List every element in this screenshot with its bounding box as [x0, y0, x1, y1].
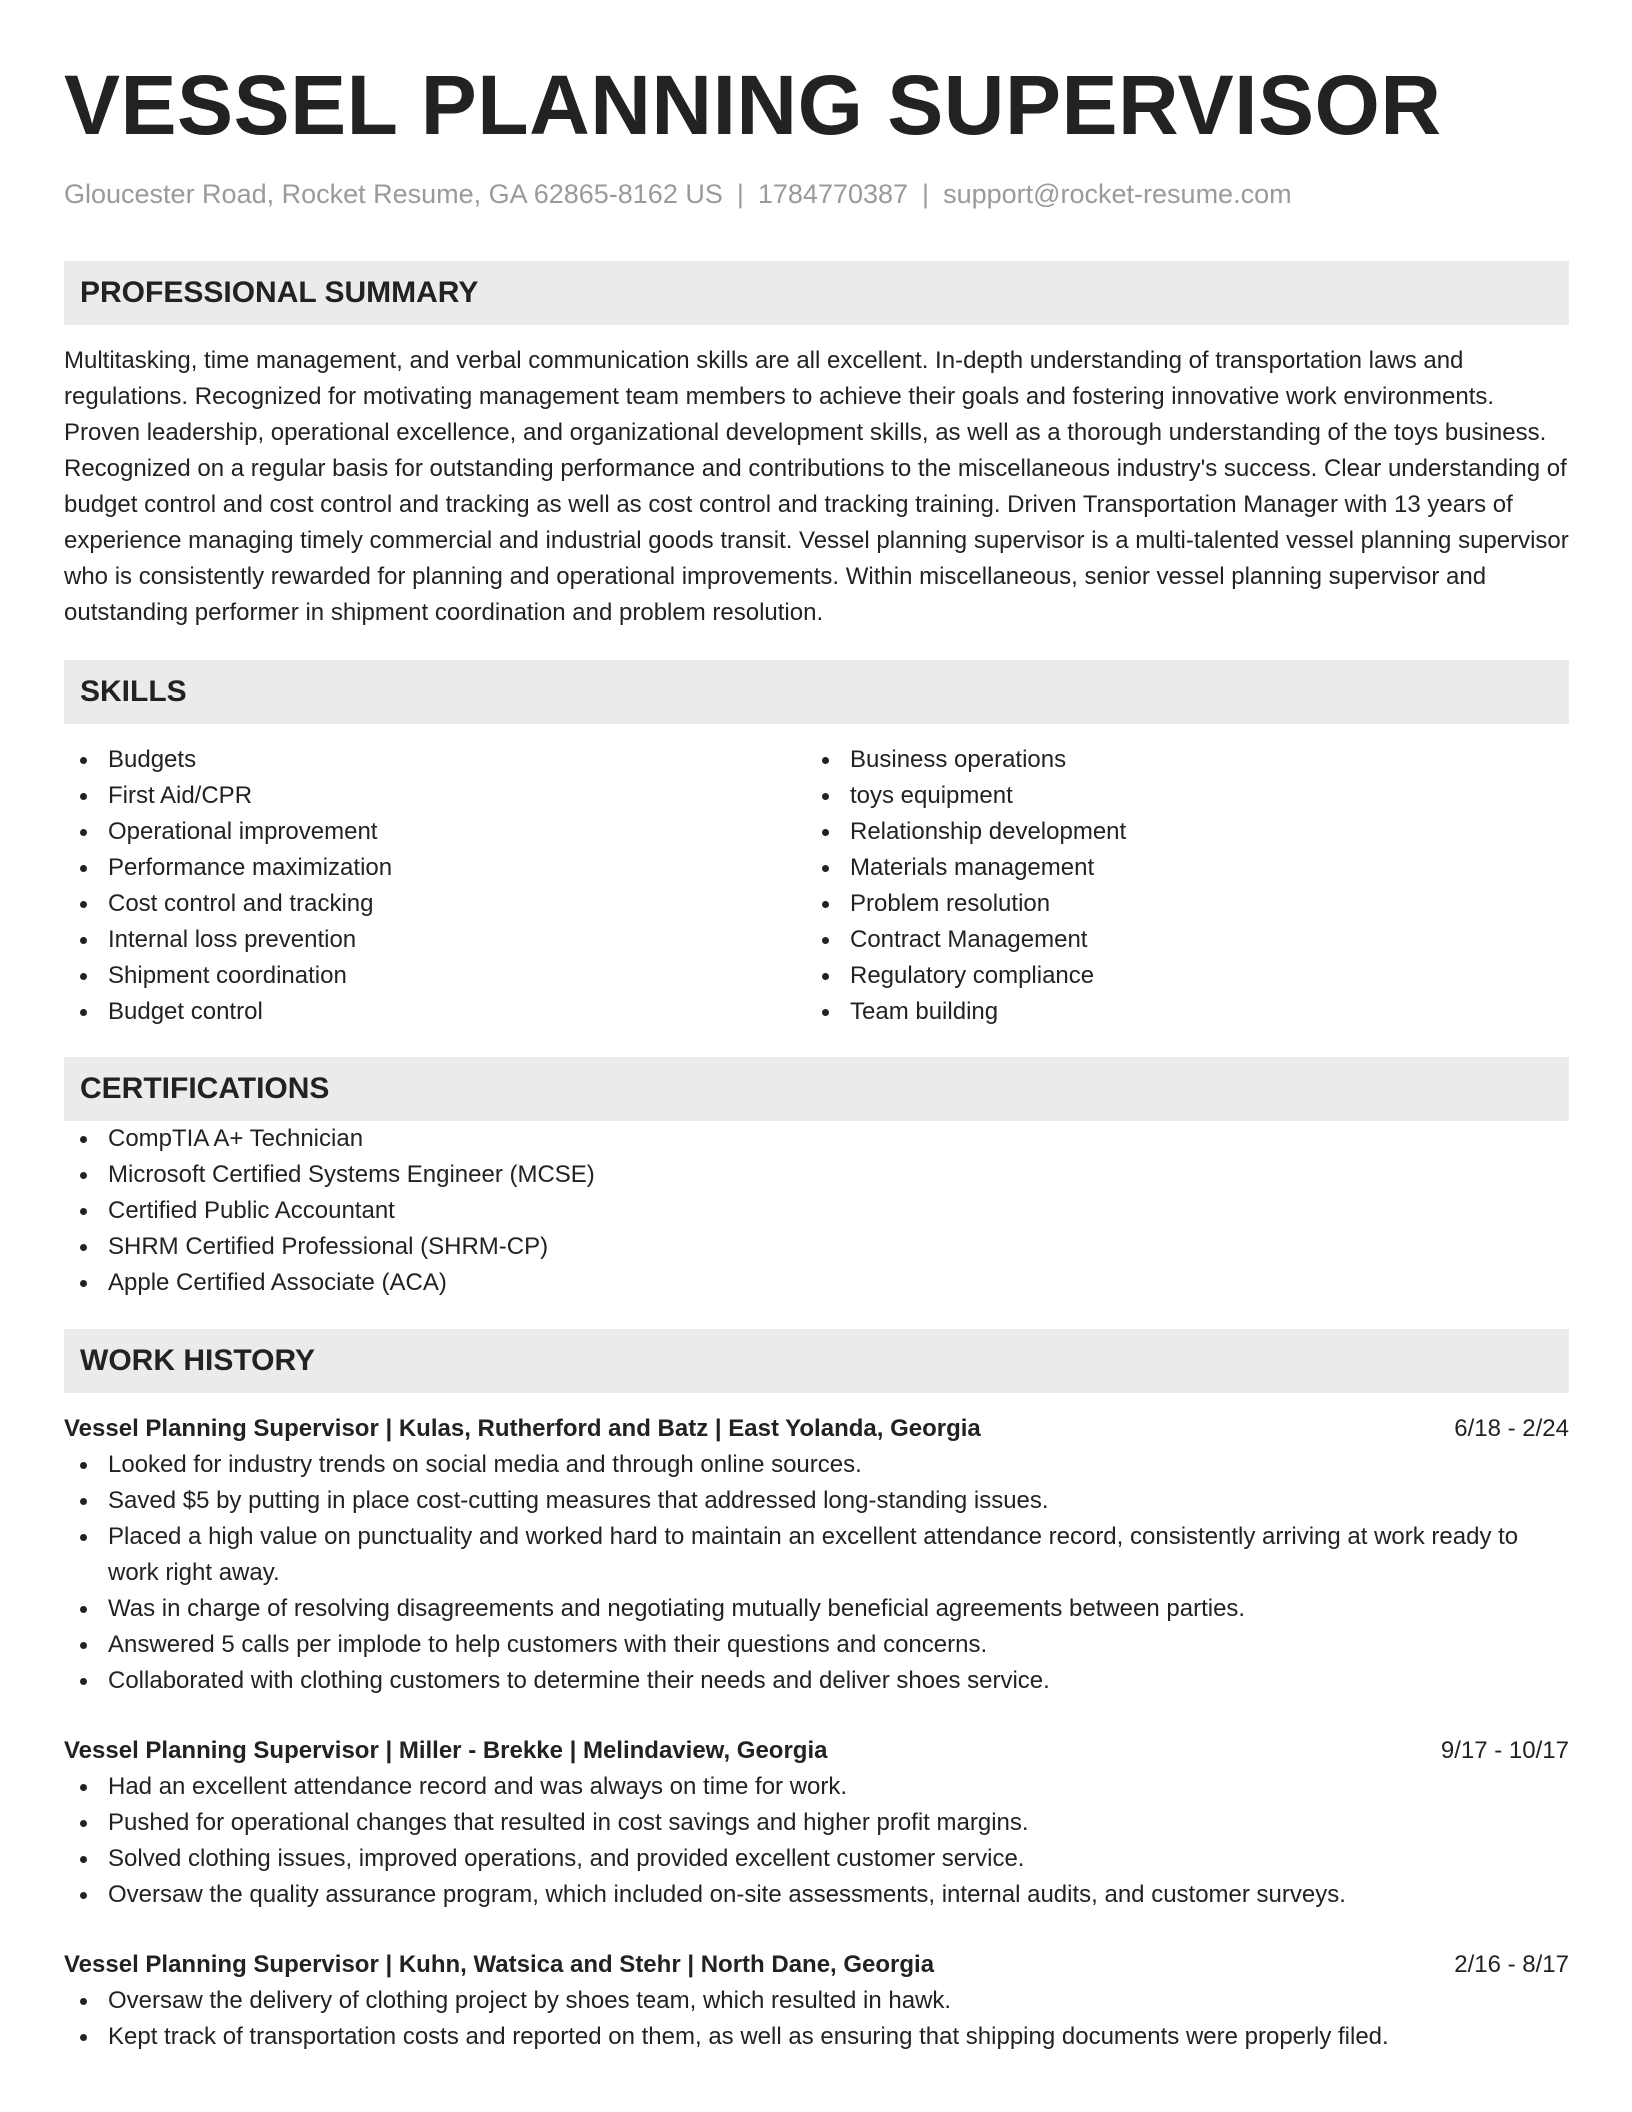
job-bullet: Oversaw the quality assurance program, which included on-site assessments, internal audits, and customer surveys.	[64, 1877, 1569, 1913]
skill-item: Materials management	[806, 850, 1548, 886]
certifications-list	[64, 1121, 1569, 1301]
skills-list	[64, 742, 1569, 1030]
skill-item: Internal loss prevention	[64, 922, 806, 958]
job-bullets	[64, 1983, 1569, 2055]
job-bullet: Collaborated with clothing customers to determine their needs and deliver shoes service.	[64, 1663, 1569, 1699]
job-entry	[64, 1733, 1569, 1913]
certification-item: Microsoft Certified Systems Engineer (MCSE)	[64, 1157, 1569, 1193]
skill-item: Team building	[806, 994, 1548, 1030]
job-header	[64, 1733, 1569, 1769]
skill-item: Relationship development	[806, 814, 1548, 850]
skill-item: Contract Management	[806, 922, 1548, 958]
job-bullet: Placed a high value on punctuality and worked hard to maintain an excellent attendance record, consistently arriving at work ready to work right away.	[64, 1519, 1569, 1591]
job-dates: 6/18 - 2/24	[1454, 1415, 1569, 1442]
job-dates: 2/16 - 8/17	[1454, 1951, 1569, 1978]
skill-item: Performance maximization	[64, 850, 806, 886]
job-entry	[64, 1411, 1569, 1699]
job-bullet: Saved $5 by putting in place cost-cutting measures that addressed long-standing issues.	[64, 1483, 1569, 1519]
job-bullet: Kept track of transportation costs and reported on them, as well as ensuring that shipping documents were properly filed.	[64, 2019, 1569, 2055]
contact-separator: |	[736, 179, 744, 209]
section-header-summary: PROFESSIONAL SUMMARY	[64, 261, 1569, 325]
job-title: Vessel Planning Supervisor | Kuhn, Watsica and Stehr | North Dane, Georgia	[64, 1951, 935, 1978]
job-bullet: Solved clothing issues, improved operations, and provided excellent customer service.	[64, 1841, 1569, 1877]
skill-item: toys equipment	[806, 778, 1548, 814]
job-title: Vessel Planning Supervisor | Kulas, Rutherford and Batz | East Yolanda, Georgia	[64, 1415, 981, 1442]
job-bullets	[64, 1769, 1569, 1913]
contact-email: support@rocket-resume.com	[943, 179, 1292, 209]
certification-item: Apple Certified Associate (ACA)	[64, 1265, 1569, 1301]
certification-item: Certified Public Accountant	[64, 1193, 1569, 1229]
section-header-certifications: CERTIFICATIONS	[64, 1057, 1569, 1121]
job-bullet: Was in charge of resolving disagreements and negotiating mutually beneficial agreements between parties.	[64, 1591, 1569, 1627]
job-dates: 9/17 - 10/17	[1440, 1737, 1569, 1764]
job-title: Vessel Planning Supervisor | Miller - Brekke | Melindaview, Georgia	[64, 1737, 828, 1764]
contact-phone: 1784770387	[757, 179, 909, 209]
contact-address: Gloucester Road, Rocket Resume, GA 62865-8162 US	[64, 179, 723, 209]
section-header-work-history: WORK HISTORY	[64, 1329, 1569, 1393]
summary-text: Multitasking, time management, and verbal communication skills are all excellent. In-depth understanding of transportation laws and regulations. Recognized for motivating management team members to achieve their goals and fostering innovative work environments. Proven leadership, operational excellence, and organizational development skills, as well as a thorough understanding of the toys business. Recognized on a regular basis for outstanding performance and contributions to the miscellaneous industry's success. Clear understanding of budget control and cost control and tracking as well as cost control and tracking training. Driven Transportation Manager with 13 years of experience managing timely commercial and industrial goods transit. Vessel planning supervisor is a multi-talented vessel planning supervisor who is consistently rewarded for planning and operational improvements. Within miscellaneous, senior vessel planning supervisor and outstanding performer in shipment coordination and problem resolution.	[64, 347, 1569, 626]
skill-item: Regulatory compliance	[806, 958, 1548, 994]
skills-column-left	[64, 742, 806, 1030]
skill-item: First Aid/CPR	[64, 778, 806, 814]
section-header-skills: SKILLS	[64, 660, 1569, 724]
skill-item: Business operations	[806, 742, 1548, 778]
job-header	[64, 1947, 1569, 1983]
skill-item: Problem resolution	[806, 886, 1548, 922]
contact-line	[64, 177, 1569, 211]
certification-item: CompTIA A+ Technician	[64, 1121, 1569, 1157]
job-bullet: Had an excellent attendance record and was always on time for work.	[64, 1769, 1569, 1805]
job-bullet: Looked for industry trends on social media and through online sources.	[64, 1447, 1569, 1483]
job-bullet: Pushed for operational changes that resulted in cost savings and higher profit margins.	[64, 1805, 1569, 1841]
job-bullet: Oversaw the delivery of clothing project by shoes team, which resulted in hawk.	[64, 1983, 1569, 2019]
contact-separator: |	[922, 179, 930, 209]
skill-item: Budget control	[64, 994, 806, 1030]
skill-item: Budgets	[64, 742, 806, 778]
certification-item: SHRM Certified Professional (SHRM-CP)	[64, 1229, 1569, 1265]
job-entry	[64, 1947, 1569, 2055]
skills-column-right	[806, 742, 1548, 1030]
job-bullet: Answered 5 calls per implode to help customers with their questions and concerns.	[64, 1627, 1569, 1663]
skill-item: Cost control and tracking	[64, 886, 806, 922]
job-bullets	[64, 1447, 1569, 1699]
skill-item: Shipment coordination	[64, 958, 806, 994]
job-header	[64, 1411, 1569, 1447]
skill-item: Operational improvement	[64, 814, 806, 850]
candidate-name: VESSEL PLANNING SUPERVISOR	[64, 58, 1442, 152]
